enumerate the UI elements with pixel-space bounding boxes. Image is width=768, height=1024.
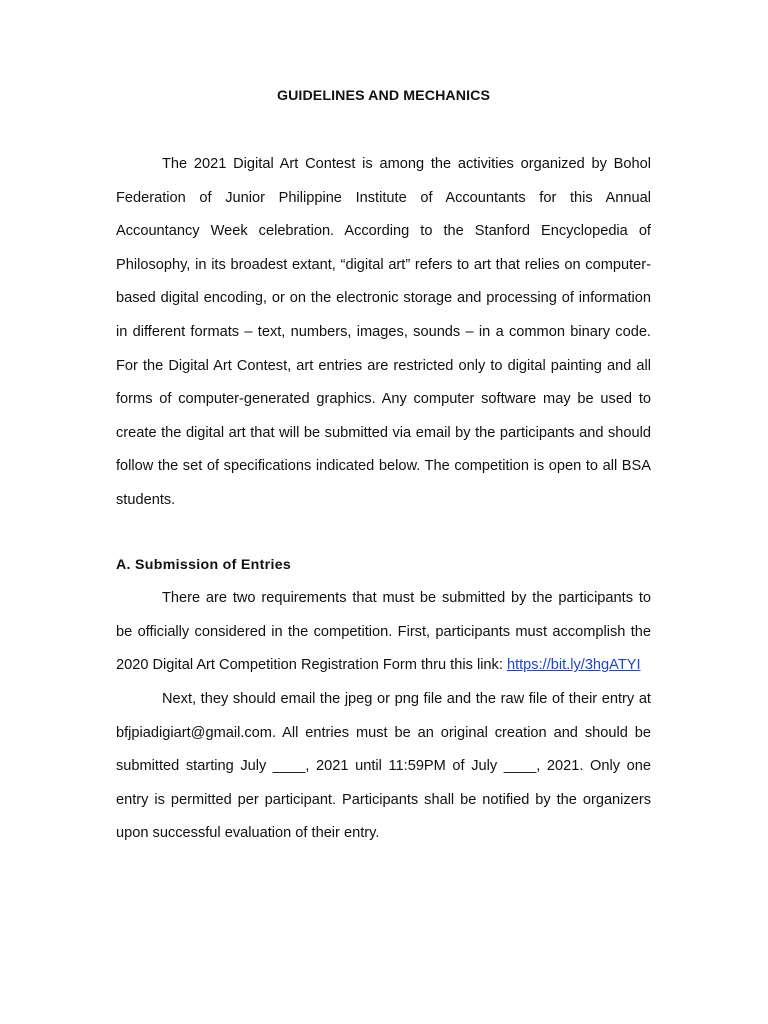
registration-form-link[interactable]: https://bit.ly/3hgATYI (506, 657, 641, 674)
submission-paragraph-requirements (116, 582, 651, 683)
intro-paragraph: The 2021 Digital Art Contest is among the activities organized by Bohol Federation of Junior Philippine Institute of Accountants for this Annual Accountancy Week celebration. According to the Stanford Encyclopedia of Philosophy, in its broadest extant, “digital art” refers to art that relies on computer-based digital encoding, or on the electronic storage and processing of information in different formats – text, numbers, images, sounds – in a common binary code. For the Digital Art Contest, art entries are restricted only to digital painting and all forms of computer-generated graphics. Any computer software may be used to create the digital art that will be submitted via email by the participants and should follow the set of specifications indicated below. The competition is open to all BSA students. (116, 156, 651, 508)
section-heading-submission: A. Submission of Entries (116, 556, 292, 573)
document-body (116, 86, 651, 851)
document-title: GUIDELINES AND MECHANICS (276, 88, 491, 104)
submission-paragraph-email: Next, they should email the jpeg or png file and the raw file of their entry at bfjpiadigiart@gmail.com. All entries must be an original creation and should be submitted starting July ____, 2021 until 11:59PM of July ____, 2021. Only one entry is permitted per participant. Participants shall be notified by the organizers upon successful evaluation of their entry. (116, 690, 651, 842)
requirements-text: There are two requirements that must be submitted by the participants to be officially considered in the competition. First, participants must accomplish the 2020 Digital Art Competition Registration Form thru this link: (116, 590, 651, 674)
